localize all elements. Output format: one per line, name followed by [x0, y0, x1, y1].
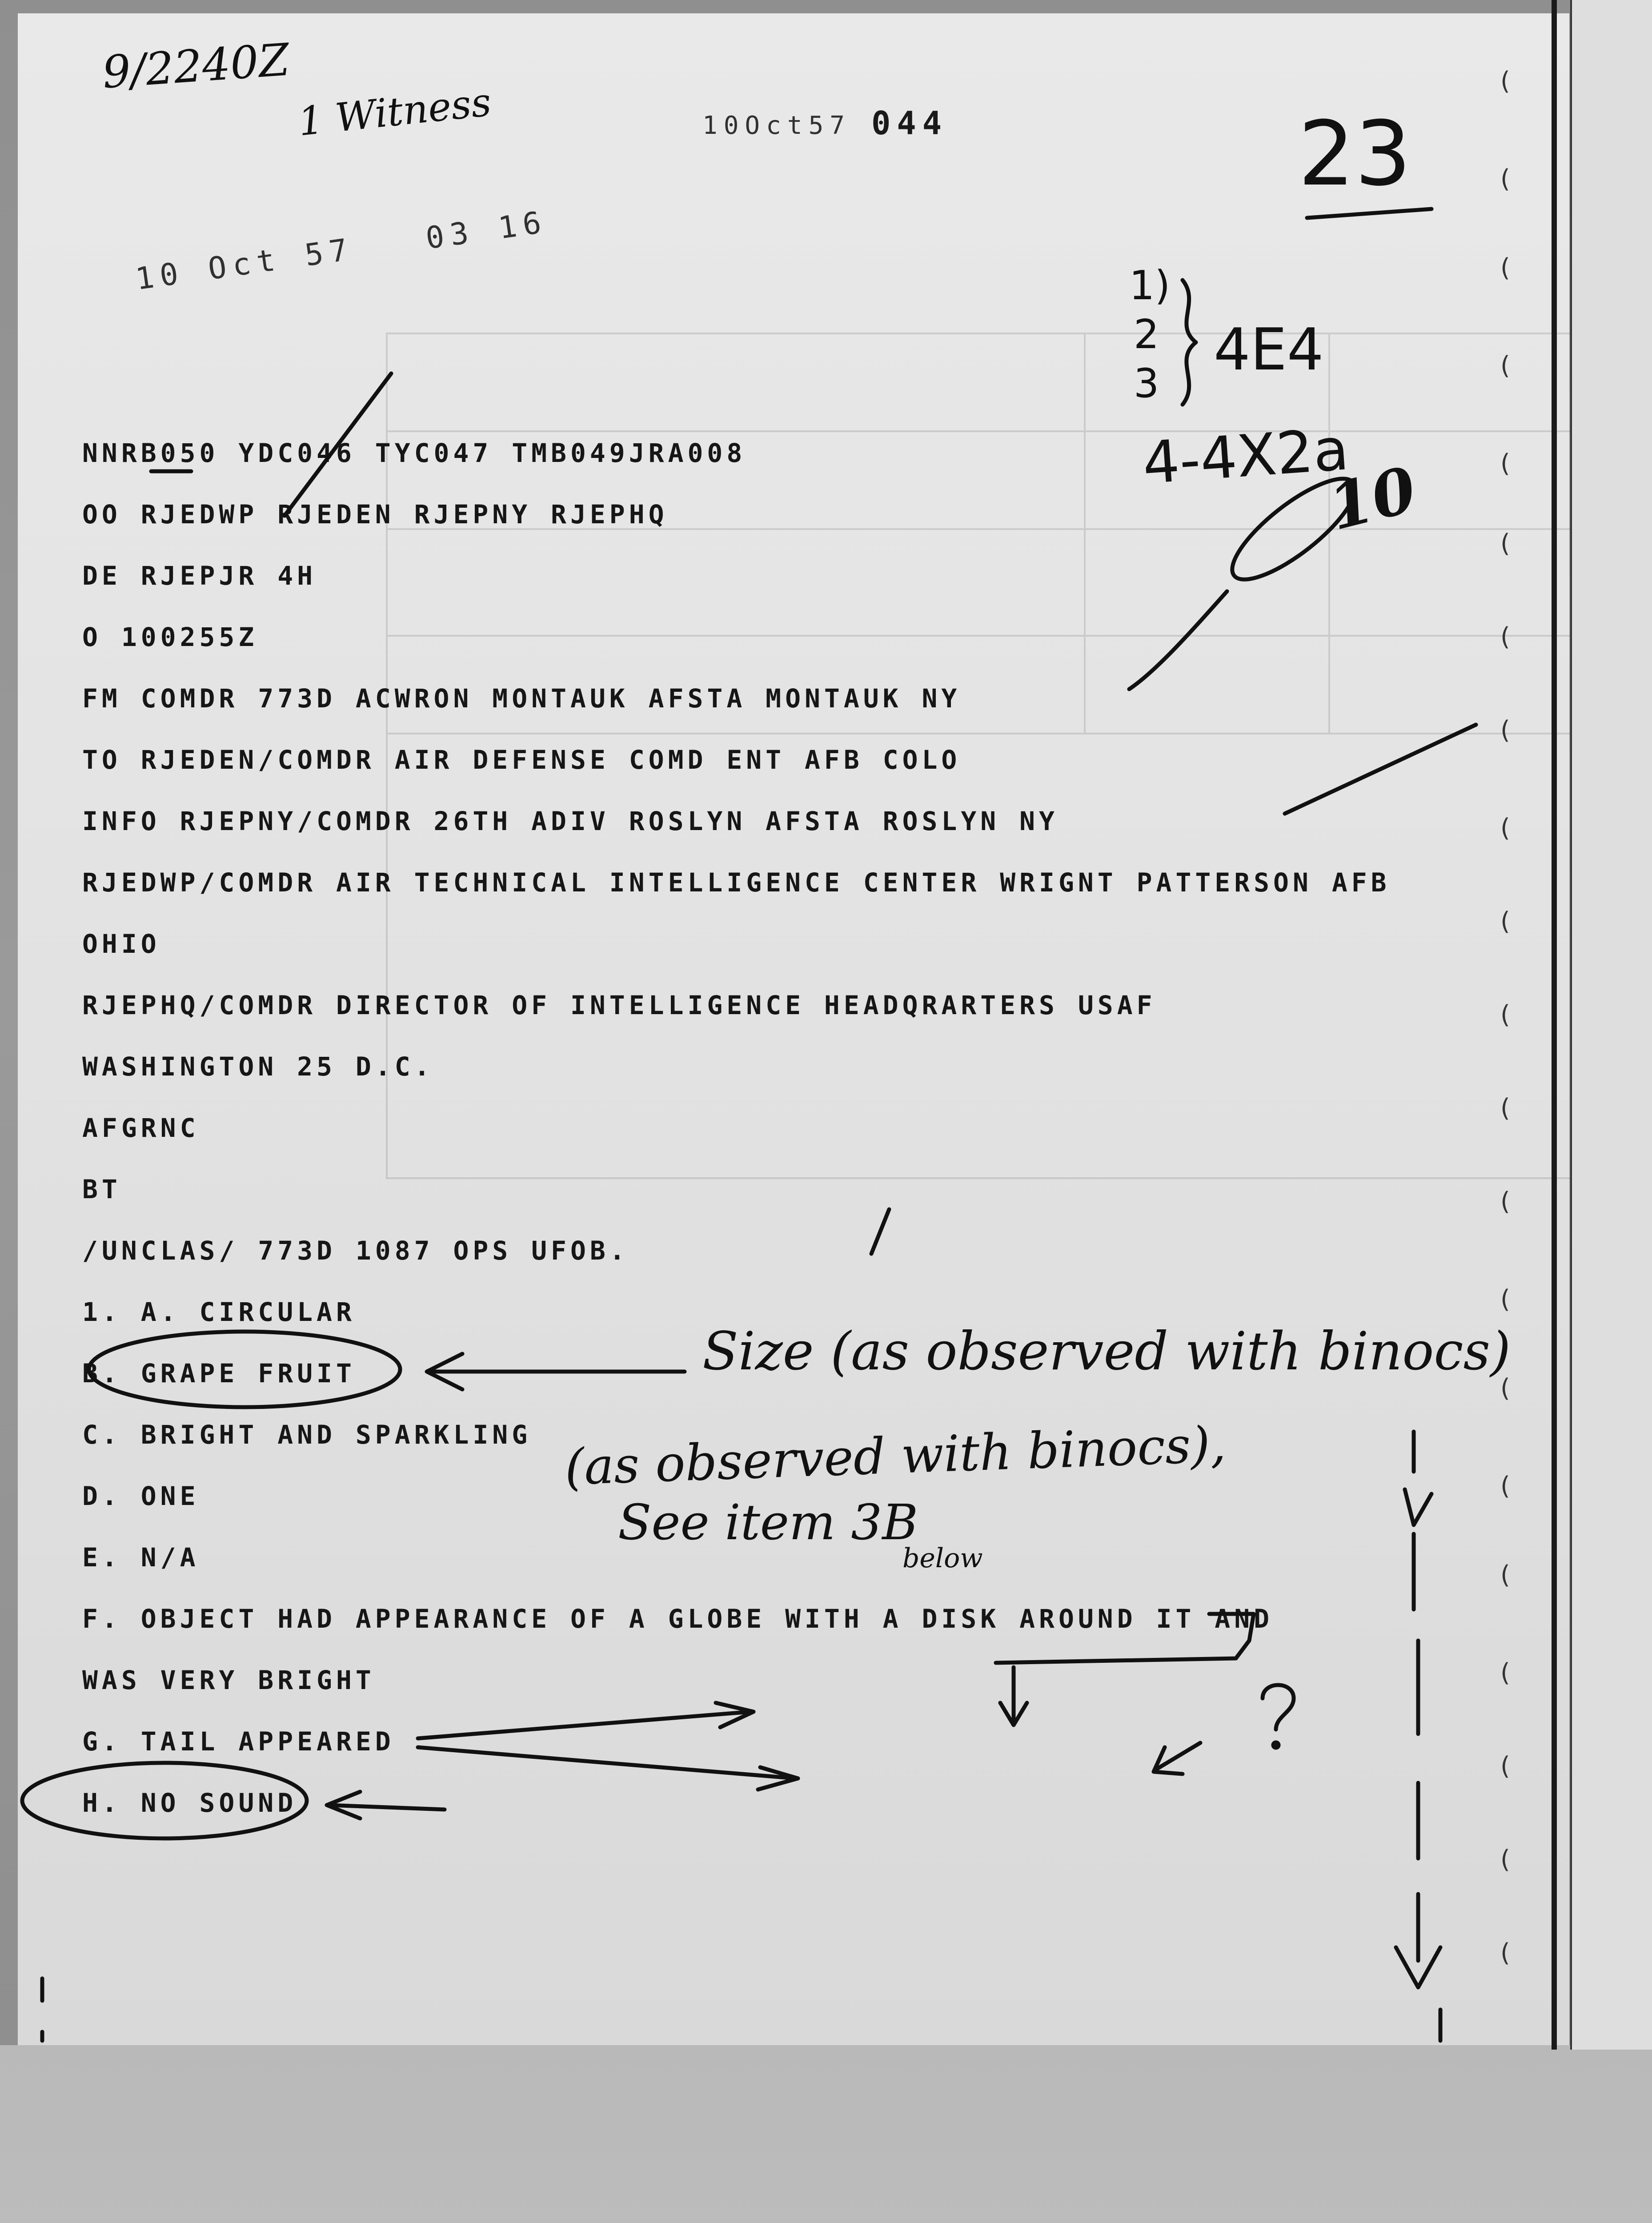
handwritten-observed-note: (as observed with binocs),	[564, 1416, 1227, 1497]
info2b-line: OHIO	[82, 929, 160, 959]
feed-hole: (	[1500, 1658, 1510, 1687]
handwritten-page-number: 23	[1298, 102, 1411, 206]
subject-line: /UNCLAS/ 773D 1087 OPS UFOB.	[82, 1236, 629, 1266]
feed-hole: (	[1500, 814, 1510, 843]
feed-hole: (	[1500, 1374, 1510, 1403]
feed-hole: (	[1500, 1187, 1510, 1216]
feed-hole: (	[1500, 253, 1510, 282]
handwritten-list-item-3: 3	[1134, 360, 1159, 407]
handwritten-code-4e4: 4E4	[1214, 316, 1324, 383]
scanner-bed-area	[0, 2045, 1652, 2223]
feed-hole: (	[1500, 1094, 1510, 1123]
priority-line: OO RJEDWP RJEDEN RJEPNY RJEPHQ	[82, 499, 668, 530]
received-stamp: 10 Oct 57 03 16	[133, 205, 549, 297]
item-1f-cont: WAS VERY BRIGHT	[82, 1665, 375, 1695]
dtg-line: O 100255Z	[82, 622, 258, 652]
feed-hole: (	[1500, 449, 1510, 478]
bt-line: BT	[82, 1174, 121, 1204]
info3-line: RJEPHQ/COMDR DIRECTOR OF INTELLIGENCE HEADQRARTERS USAF	[82, 990, 1156, 1020]
afgrnc-line: AFGRNC	[82, 1113, 200, 1143]
info3b-line: WASHINGTON 25 D.C.	[82, 1051, 434, 1082]
page-edge-rule	[1552, 0, 1557, 2050]
item-1b: B. GRAPE FRUIT	[82, 1358, 356, 1388]
feed-hole: (	[1500, 1000, 1510, 1029]
feed-hole: (	[1500, 1845, 1510, 1874]
feed-hole: (	[1500, 529, 1510, 558]
page-right-strip	[1572, 0, 1652, 2050]
handwritten-witness: 1 Witness	[296, 79, 493, 145]
item-1a: 1. A. CIRCULAR	[82, 1297, 356, 1327]
feed-hole: (	[1500, 165, 1510, 193]
item-1h: H. NO SOUND	[82, 1788, 297, 1818]
station-line: DE RJEPJR 4H	[82, 561, 317, 591]
feed-hole: (	[1500, 622, 1510, 651]
feed-hole: (	[1500, 907, 1510, 936]
handwritten-see-item-note: See item 3B	[618, 1494, 918, 1551]
page-edge-rule-inner	[1570, 0, 1572, 2050]
item-1g: G. TAIL APPEARED	[82, 1726, 395, 1757]
feed-hole: (	[1500, 351, 1510, 380]
handwritten-list-item-2: 2	[1134, 311, 1159, 358]
feed-hole: (	[1500, 1472, 1510, 1501]
item-1f: F. OBJECT HAD APPEARANCE OF A GLOBE WITH A DISK AROUND IT AND	[82, 1604, 1274, 1634]
handwritten-circled-mark: 10	[1322, 453, 1423, 545]
handwritten-below-note: below	[902, 1543, 983, 1574]
handwritten-list-item-1: 1)	[1129, 262, 1171, 309]
info-line: INFO RJEPNY/COMDR 26TH ADIV ROSLYN AFSTA ROSLYN NY	[82, 806, 1059, 836]
feed-hole: (	[1500, 1938, 1510, 1967]
from-line: FM COMDR 773D ACWRON MONTAUK AFSTA MONTAUK NY	[82, 683, 961, 714]
feed-hole: (	[1500, 716, 1510, 745]
feed-hole: (	[1500, 1752, 1510, 1781]
handwritten-date: 9/2240Z	[100, 33, 291, 99]
item-1e: E. N/A	[82, 1542, 200, 1573]
item-1d: D. ONE	[82, 1481, 200, 1511]
pen-markings	[18, 13, 1569, 2045]
to-line: TO RJEDEN/COMDR AIR DEFENSE COMD ENT AFB COLO	[82, 745, 961, 775]
feed-hole: (	[1500, 1285, 1510, 1314]
handwritten-code-4-4x2a: 4-4X2a	[1140, 415, 1351, 497]
handwritten-size-note: Size (as observed with binocs)	[702, 1320, 1511, 1382]
feed-hole: (	[1500, 1561, 1510, 1589]
feed-hole: (	[1500, 67, 1510, 96]
info2-line: RJEDWP/COMDR AIR TECHNICAL INTELLIGENCE CENTER WRIGNT PATTERSON AFB	[82, 867, 1391, 898]
print-stamp-date: 10Oct57	[702, 111, 851, 140]
item-1c: C. BRIGHT AND SPARKLING	[82, 1420, 532, 1450]
teletype-page	[18, 13, 1569, 2045]
print-stamp-number: 044	[871, 104, 948, 142]
routing-line: NNRB050 YDC046 TYC047 TMB049JRA008	[82, 438, 746, 468]
